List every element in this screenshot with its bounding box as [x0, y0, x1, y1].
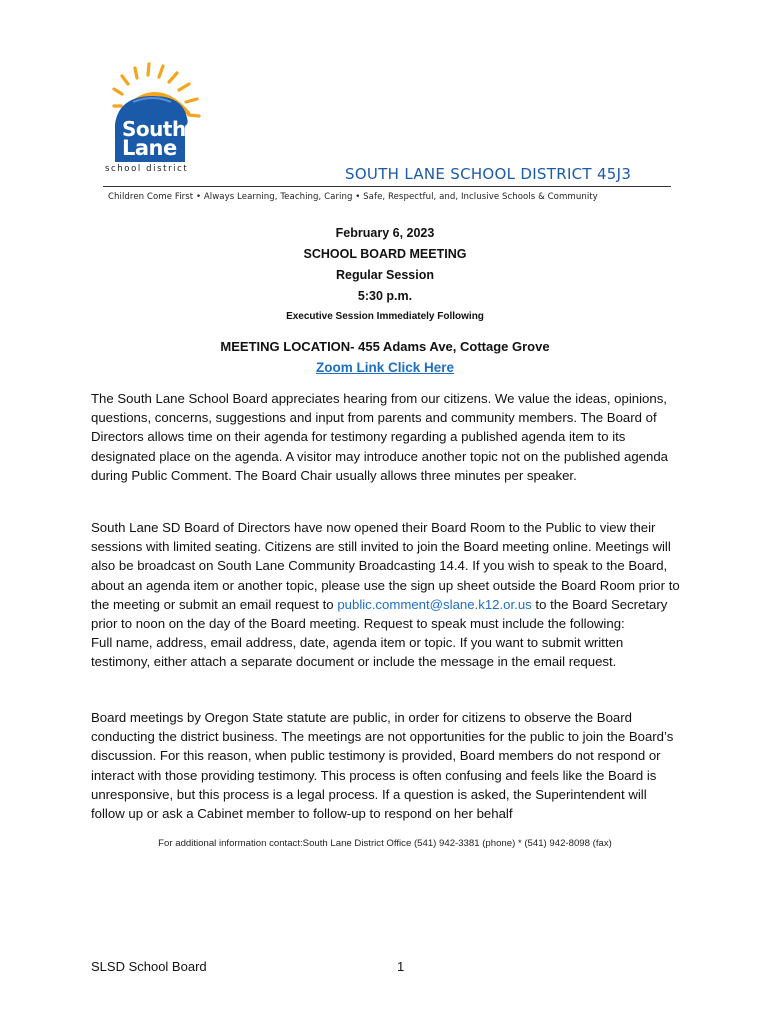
- contact-info: For additional information contact:South Lane District Office (541) 942-3381 (phone) * (541) 942-8098 (fax): [158, 838, 612, 849]
- logo-text-subtitle: school district: [105, 164, 189, 174]
- meeting-time: 5:30 p.m.: [357, 289, 413, 303]
- public-comment-email-link[interactable]: public.comment@slane.k12.or.us: [337, 596, 532, 612]
- page-number: 1: [397, 959, 405, 974]
- meeting-title: SCHOOL BOARD MEETING: [303, 247, 467, 261]
- paragraph-request-requirements: Full name, address, email address, date, agenda item or topic. If you want to submit written testimony, either attach a separate document or include the message in the email request.: [91, 635, 624, 670]
- district-name: SOUTH LANE SCHOOL DISTRICT 45J3: [345, 165, 632, 183]
- paragraph-board-room-access: [91, 518, 681, 672]
- district-tagline: Children Come First • Always Learning, Teaching, Caring • Safe, Respectful, and, Inclusive Schools & Community: [108, 192, 598, 202]
- logo-text-lane: Lane: [122, 136, 177, 160]
- header-divider: [103, 186, 671, 187]
- footer-label: SLSD School Board: [91, 959, 207, 974]
- meeting-session: Regular Session: [336, 268, 434, 282]
- paragraph-statute-notice: Board meetings by Oregon State statute are public, in order for citizens to observe the Board conducting the district business. The meetings are not opportunities for the public to join the Board’s discussion. For this reason, when public testimony is provided, Board members do not respond or interact with those providing testimony. This process is often confusing and feels like the Board is unresponsive, but this process is a legal process. If a question is asked, the Superintendent will follow up or ask a Cabinet member to follow-up to respond on her behalf: [91, 710, 674, 822]
- paragraph-board-room-text: South Lane SD Board of Directors have now opened their Board Room to the Public to view their sessions with limited seating. Citizens are still invited to join the Board meeting online. Meetings will also be broadcast on South Lane Community Broadcasting 14.4. If you wish to speak to the Board, about an agenda item or another topic, please use the sign up sheet outside the Board Room prior to the meeting or submit an email request to: [91, 520, 680, 612]
- zoom-link[interactable]: Zoom Link Click Here: [315, 360, 455, 375]
- paragraph-board-room-text-end: to the Board Secretary prior to noon on the day of the Board meeting. Request to speak must include the following:: [91, 596, 668, 632]
- zoom-link-container: [0, 359, 770, 377]
- district-logo: [105, 62, 205, 177]
- paragraph-public-comment: The South Lane School Board appreciates hearing from our citizens. We value the ideas, opinions, questions, concerns, suggestions and input from parents and community members. The Board of Directors allows time on their agenda for testimony regarding a published agenda item to its designated place on the agenda. A visitor may introduce another topic not on the published agenda during Public Comment. The Board Chair usually allows three minutes per speaker.: [91, 391, 669, 483]
- meeting-location: MEETING LOCATION- 455 Adams Ave, Cottage Grove: [220, 339, 550, 354]
- logo-text-south: South: [122, 117, 186, 141]
- executive-session-note: Executive Session Immediately Following: [286, 311, 484, 322]
- meeting-date: February 6, 2023: [335, 226, 435, 240]
